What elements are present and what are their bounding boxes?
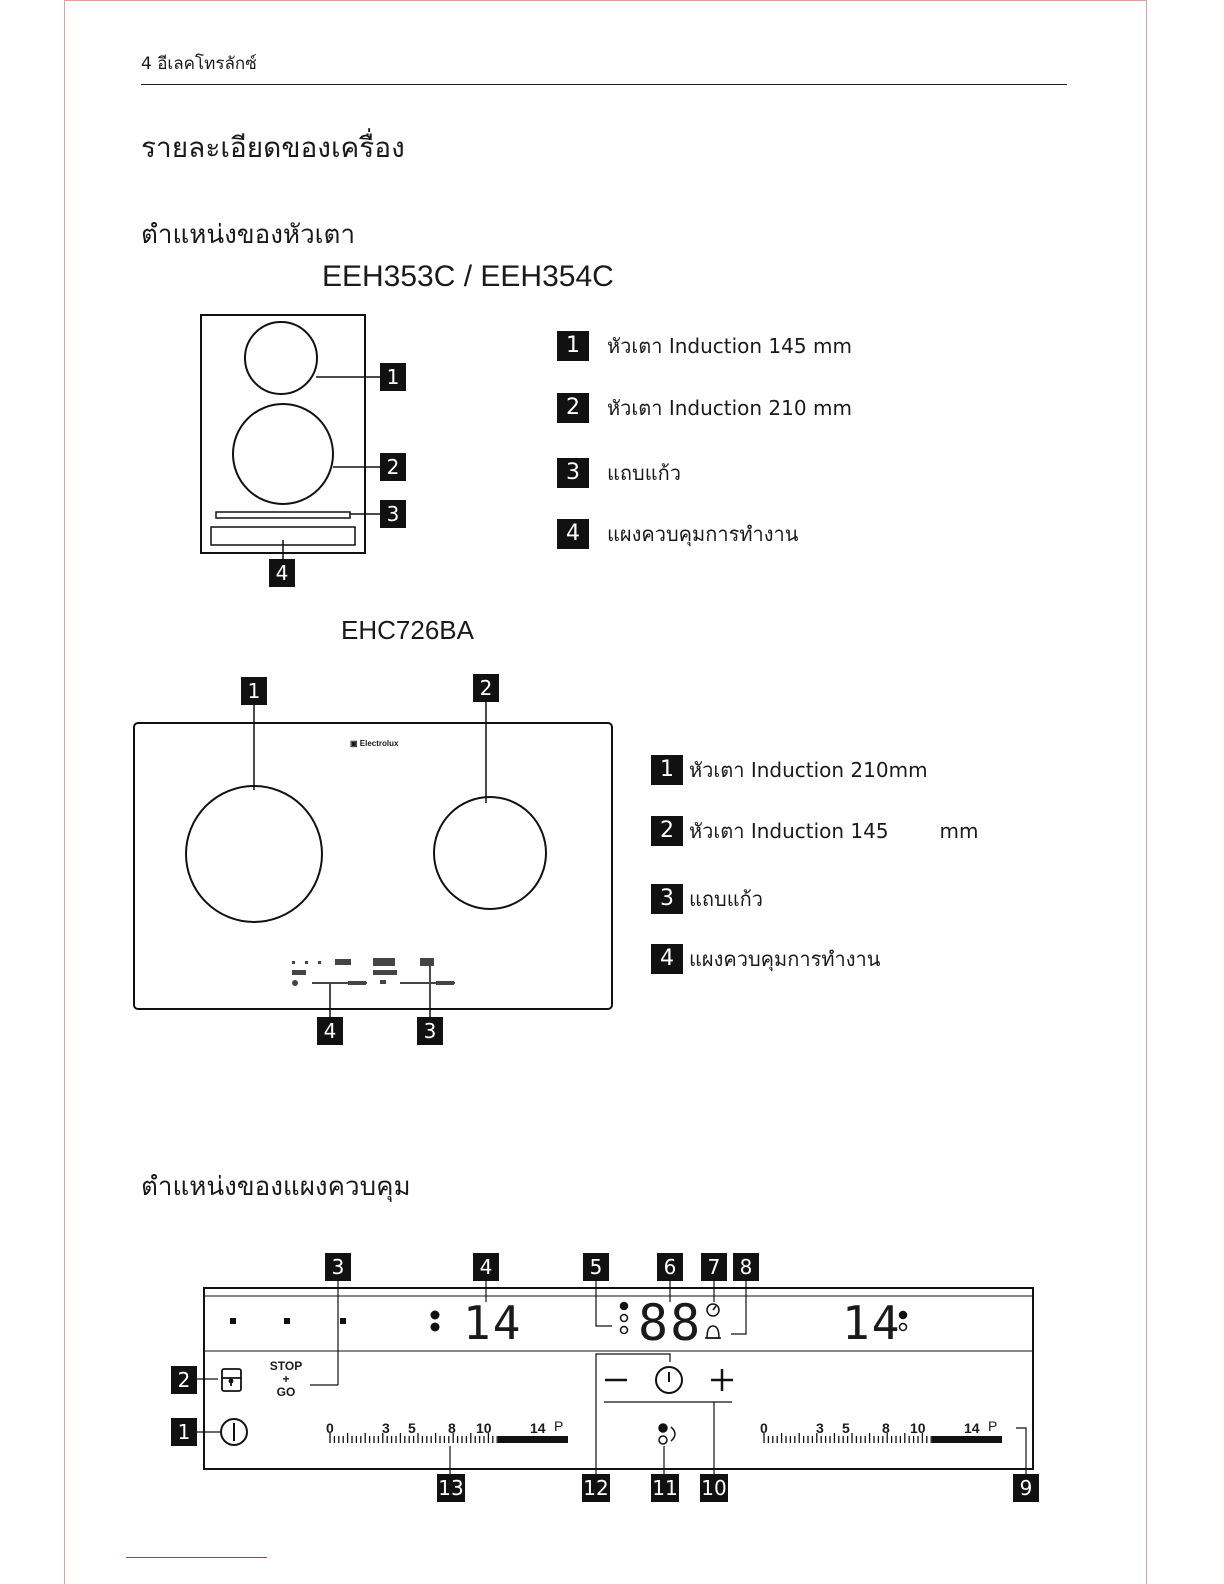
legend-text: หัวเตา Induction 210mm [689,758,928,782]
model-b-name: EHC726BA [341,615,474,645]
legend-text: แถบแก้ว [607,461,681,485]
panel-callout-8: 8 [733,1253,759,1281]
panel-callout-13: 13 [438,1476,464,1500]
scale-label: 0 [760,1420,768,1436]
scale-label: 14 [964,1420,980,1436]
stop-go-button[interactable] [266,1360,306,1399]
panel-callout-7: 7 [701,1253,727,1281]
power-icon [221,1419,247,1445]
panel-callout-11: 11 [652,1476,678,1500]
timer-zone-indicator [621,1303,628,1334]
brand-name: Electrolux [359,739,399,748]
scale-label: 10 [910,1420,926,1436]
panel-callout-12: 12 [583,1476,609,1500]
scale-label: 8 [448,1420,456,1436]
lock-icon [222,1369,241,1391]
panel-callout-6: 6 [657,1253,683,1281]
scale-label: 0 [326,1420,334,1436]
section-panel-heading: ตำแหน่งของแผงควบคุม [141,1172,411,1202]
model-b-callout-1: 1 [241,677,267,705]
plus-sign [711,1369,733,1391]
panel-callout-1: 1 [171,1418,197,1446]
leader-8 [731,1278,746,1334]
legend-text: หัวเตา Induction 210 mm [607,396,852,420]
footer-link [126,1557,267,1558]
legend-text: แถบแก้ว [689,887,763,911]
legend-num: 3 [557,458,589,488]
slider-filled-bar [932,1436,1002,1443]
left-zone-display: 14 [463,1296,523,1350]
page-header: 4 อีเลคโทรลักซ์ [141,54,257,74]
zone-dots [230,1318,346,1324]
scale-label: 5 [408,1420,416,1436]
panel-callout-5: 5 [583,1253,609,1281]
go-label: GO [276,1385,296,1399]
leader-9 [1016,1428,1026,1474]
left-zone-indicator [432,1312,439,1331]
slider-filled-bar [498,1436,568,1443]
legend-num: 4 [651,944,683,974]
right-zone-display: 14 [842,1296,902,1350]
panel-callout-9: 9 [1013,1474,1039,1502]
legend-num: 1 [651,755,683,785]
scale-label: 5 [842,1420,850,1436]
model-a-callout-3: 3 [380,500,406,528]
section-burners-heading: ตำแหน่งของหัวเตา [141,220,356,250]
legend-num: 3 [651,884,683,914]
model-b-callout-4: 4 [317,1017,343,1045]
legend-num: 4 [557,519,589,549]
panel-callout-2: 2 [171,1366,197,1394]
leader-5 [596,1278,612,1326]
scale-label: 10 [476,1420,492,1436]
legend-text: แผงควบคุมการทำงาน [689,947,881,971]
stopwatch-icon [707,1304,719,1316]
page-title: รายละเอียดของเครื่อง [141,131,405,164]
scale-label: 3 [382,1420,390,1436]
model-a-callout-2: 2 [380,453,406,481]
legend-text: หัวเตา Induction 145 mm [689,819,979,843]
panel-callout-10: 10 [701,1476,727,1500]
model-b-callout-2: 2 [473,674,499,702]
bell-icon [705,1326,721,1338]
model-a-callout-1: 1 [380,363,406,391]
legend-num: 2 [557,393,589,423]
scale-label: 14 [530,1420,546,1436]
plus-label: + [282,1372,290,1386]
stop-label: STOP [269,1359,303,1373]
model-b-callout-3: 3 [417,1017,443,1045]
legend-num: 2 [651,816,683,846]
panel-callout-3: 3 [325,1253,351,1281]
legend-text: แผงควบคุมการทำงาน [607,522,799,546]
timer-control-icon [656,1367,682,1393]
timer-display: 88 [638,1294,703,1352]
model-a-name: EEH353C / EEH354C [322,260,614,293]
scale-label: 3 [816,1420,824,1436]
model-a-callout-4: 4 [269,559,295,587]
legend-num: 1 [557,331,589,361]
scale-label: 8 [882,1420,890,1436]
scale-label: P [554,1418,564,1434]
bridge-zone-icon [659,1424,675,1444]
panel-callout-4: 4 [473,1253,499,1281]
legend-text: หัวเตา Induction 145 mm [607,334,852,358]
brand-logo: ▣ Electrolux [350,739,399,748]
scale-label: P [988,1418,998,1434]
